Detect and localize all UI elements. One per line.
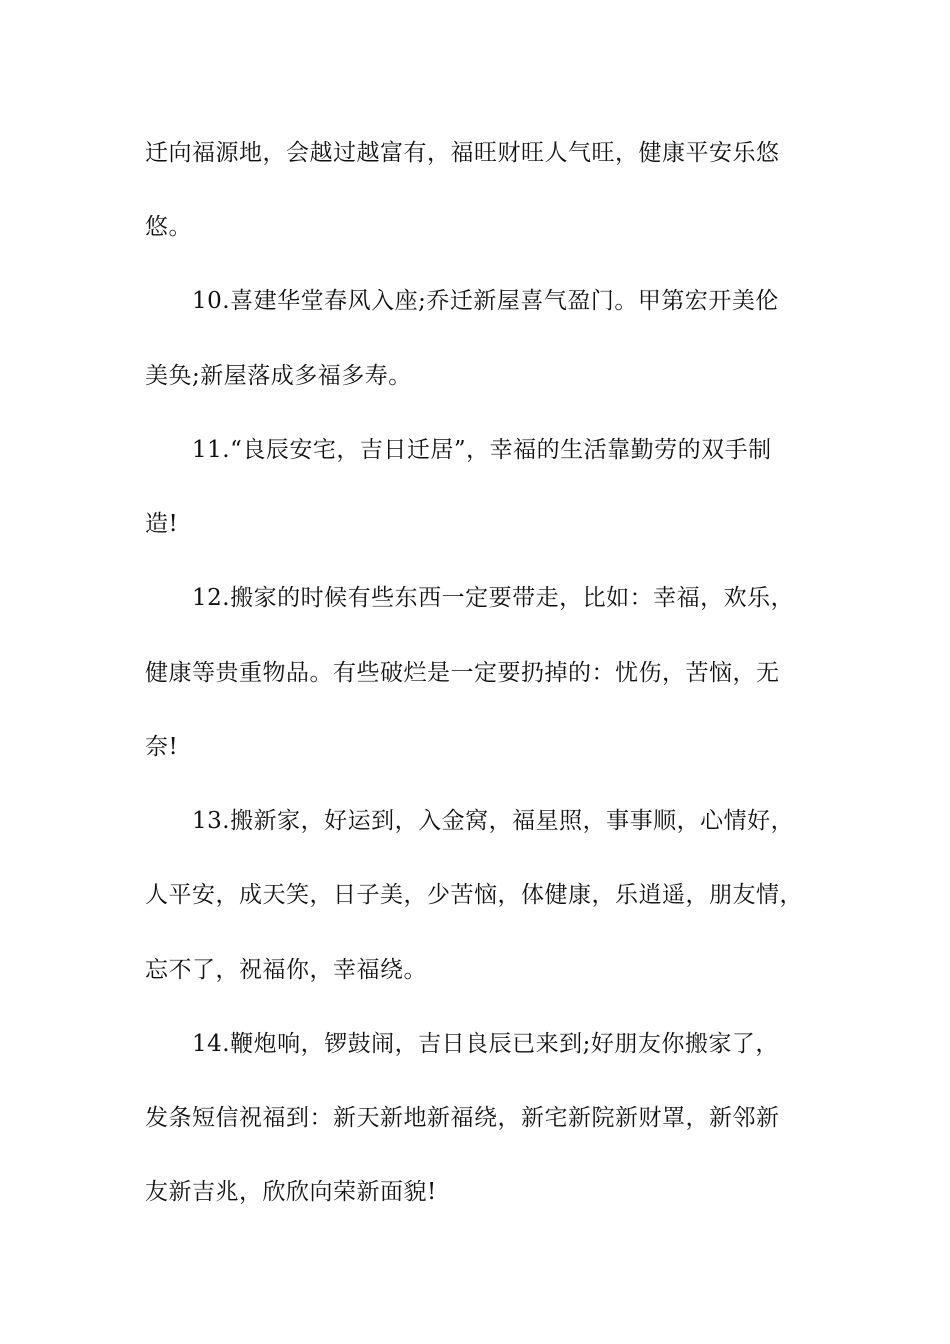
text-line: 健康等贵重物品。有些破烂是一定要扔掉的：忧伤，苦恼，无: [145, 660, 780, 686]
text-line: 友新吉兆，欣欣向荣新面貌!: [145, 1179, 437, 1205]
text-line: 发条短信祝福到：新天新地新福绕，新宅新院新财罩，新邻新: [145, 1105, 780, 1131]
text-line: 美奂;新屋落成多福多寿。: [145, 363, 412, 389]
paragraph-11-line: 11.“良辰安宅，吉日迁居”，幸福的生活靠勤劳的双手制: [192, 437, 772, 463]
text-line: 造!: [145, 511, 179, 537]
text-line: 人平安，成天笑，日子美，少苦恼，体健康，乐逍遥，朋友情，: [145, 882, 803, 908]
text-line: 悠。: [145, 214, 192, 240]
text-line: 迁向福源地，会越过越富有，福旺财旺人气旺，健康平安乐悠: [145, 140, 780, 166]
paragraph-12-line: 12.搬家的时候有些东西一定要带走，比如：幸福，欢乐，: [192, 585, 795, 611]
paragraph-10-line: 10.喜建华堂春风入座;乔迁新屋喜气盈门。甲第宏开美伦: [192, 288, 779, 314]
text-line: 忘不了，祝福你，幸福绕。: [145, 957, 427, 983]
paragraph-13-line: 13.搬新家，好运到，入金窝，福星照，事事顺，心情好，: [192, 808, 795, 834]
paragraph-14-line: 14.鞭炮响，锣鼓闹，吉日良辰已来到;好朋友你搬家了，: [192, 1031, 779, 1057]
text-line: 奈!: [145, 734, 179, 760]
